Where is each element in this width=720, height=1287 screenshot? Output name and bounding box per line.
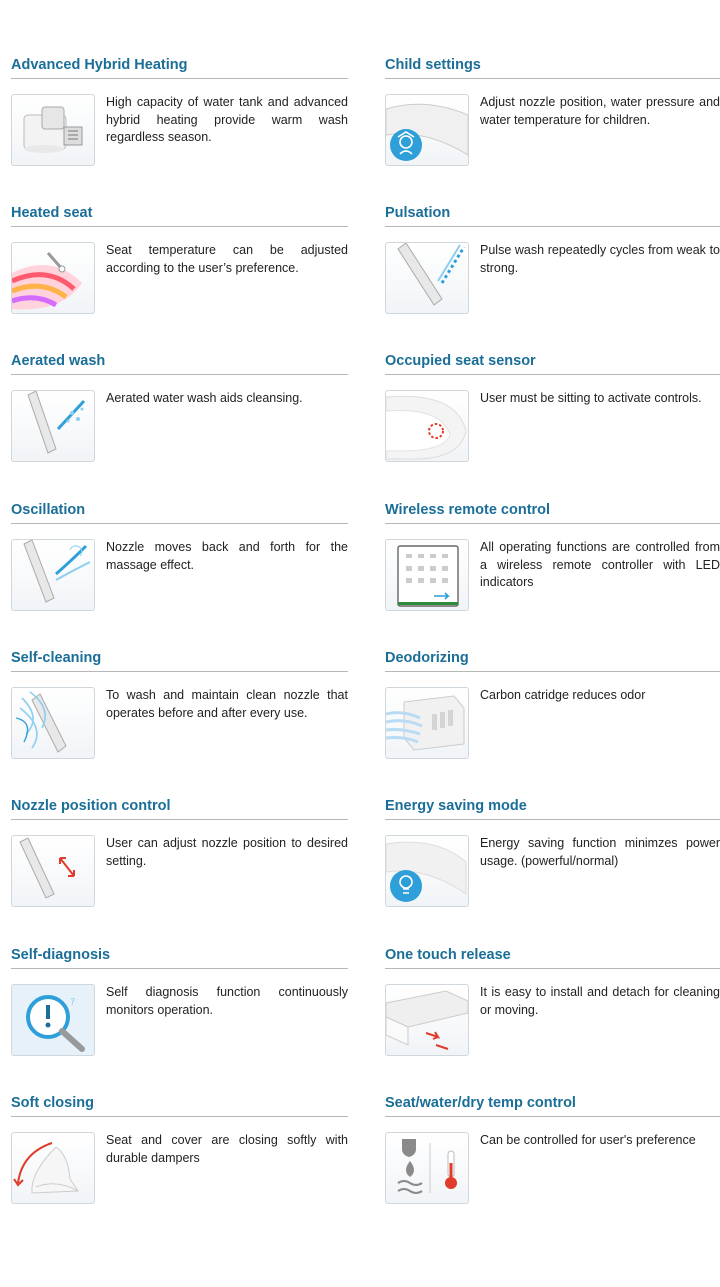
- feature-title: Wireless remote control: [385, 502, 551, 518]
- feature-description: Aerated water wash aids cleansing.: [106, 391, 303, 405]
- feature-deodorizing: [385, 647, 720, 761]
- feature-description: User can adjust nozzle position to desired setting.: [106, 836, 348, 868]
- deodorizer-icon: [385, 687, 469, 759]
- svg-text:?: ?: [70, 997, 76, 1008]
- divider: [11, 226, 348, 227]
- seat-sensor-icon: [385, 390, 469, 462]
- feature-description: Seat and cover are closing softly with durable dampers: [106, 1133, 348, 1165]
- feature-description: High capacity of water tank and advanced hybrid heating provide warm wash regardless season.: [106, 95, 348, 144]
- feature-description: Pulse wash repeatedly cycles from weak to strong.: [480, 243, 720, 275]
- temperature-control-icon: [385, 1132, 469, 1204]
- feature-nozzle-position-control: [11, 795, 348, 909]
- feature-description: To wash and maintain clean nozzle that operates before and after every use.: [106, 688, 348, 720]
- feature-title: Heated seat: [11, 205, 93, 221]
- feature-description: It is easy to install and detach for cleaning or moving.: [480, 985, 720, 1017]
- divider: [385, 374, 720, 375]
- feature-title: Seat/water/dry temp control: [385, 1095, 576, 1111]
- feature-aerated-wash: [11, 350, 348, 464]
- feature-self-diagnosis: [11, 944, 348, 1058]
- feature-title: Child settings: [385, 57, 481, 73]
- feature-child-settings: [385, 54, 720, 168]
- feature-title: Advanced Hybrid Heating: [11, 57, 188, 73]
- feature-title: Pulsation: [385, 205, 451, 221]
- divider: [385, 226, 720, 227]
- feature-title: Energy saving mode: [385, 798, 527, 814]
- oscillation-nozzle-icon: [11, 539, 95, 611]
- feature-advanced-hybrid-heating: [11, 54, 348, 168]
- feature-description: Adjust nozzle position, water pressure and water temperature for children.: [480, 95, 720, 127]
- divider: [385, 671, 720, 672]
- divider: [11, 819, 348, 820]
- divider: [11, 968, 348, 969]
- feature-description: Can be controlled for user's preference: [480, 1133, 696, 1147]
- divider: [385, 523, 720, 524]
- feature-title: Oscillation: [11, 502, 86, 518]
- feature-occupied-seat-sensor: [385, 350, 720, 464]
- feature-soft-closing: [11, 1092, 348, 1206]
- feature-description: Nozzle moves back and forth for the massage effect.: [106, 540, 348, 572]
- feature-pulsation: [385, 202, 720, 316]
- feature-title: Soft closing: [11, 1095, 94, 1111]
- feature-title: One touch release: [385, 947, 511, 963]
- feature-description: Seat temperature can be adjusted according to the user’s preference.: [106, 243, 348, 275]
- divider: [385, 78, 720, 79]
- divider: [11, 671, 348, 672]
- self-cleaning-nozzle-icon: [11, 687, 95, 759]
- aerated-nozzle-icon: [11, 390, 95, 462]
- divider: [385, 968, 720, 969]
- feature-title: Occupied seat sensor: [385, 353, 536, 369]
- heated-seat-icon: [11, 242, 95, 314]
- feature-description: Carbon catridge reduces odor: [480, 688, 646, 702]
- feature-title: Self-diagnosis: [11, 947, 111, 963]
- pulse-nozzle-icon: [385, 242, 469, 314]
- feature-title: Self-cleaning: [11, 650, 102, 666]
- divider: [11, 78, 348, 79]
- feature-wireless-remote-control: [385, 499, 720, 613]
- feature-description: User must be sitting to activate controls.: [480, 391, 702, 405]
- feature-energy-saving-mode: [385, 795, 720, 909]
- feature-title: Aerated wash: [11, 353, 106, 369]
- diagnosis-magnifier-icon: [11, 984, 95, 1056]
- remote-control-icon: [385, 539, 469, 611]
- feature-title: Deodorizing: [385, 650, 469, 666]
- feature-one-touch-release: [385, 944, 720, 1058]
- divider: [385, 819, 720, 820]
- divider: [11, 523, 348, 524]
- feature-seat-water-dry-temp-control: [385, 1092, 720, 1206]
- child-icon: [385, 94, 469, 166]
- feature-title: Nozzle position control: [11, 798, 171, 814]
- nozzle-position-icon: [11, 835, 95, 907]
- feature-oscillation: [11, 499, 348, 613]
- heater-tank-icon: [11, 94, 95, 166]
- divider: [11, 374, 348, 375]
- soft-close-seat-icon: [11, 1132, 95, 1204]
- feature-self-cleaning: [11, 647, 348, 761]
- divider: [11, 1116, 348, 1117]
- one-touch-release-icon: [385, 984, 469, 1056]
- energy-bulb-icon: [385, 835, 469, 907]
- divider: [385, 1116, 720, 1117]
- feature-heated-seat: [11, 202, 348, 316]
- feature-description: Self diagnosis function continuously monitors operation.: [106, 985, 348, 1017]
- feature-description: Energy saving function minimzes power usage. (powerful/normal): [480, 836, 720, 868]
- feature-description: All operating functions are controlled from a wireless remote controller with LED indicators: [480, 540, 720, 589]
